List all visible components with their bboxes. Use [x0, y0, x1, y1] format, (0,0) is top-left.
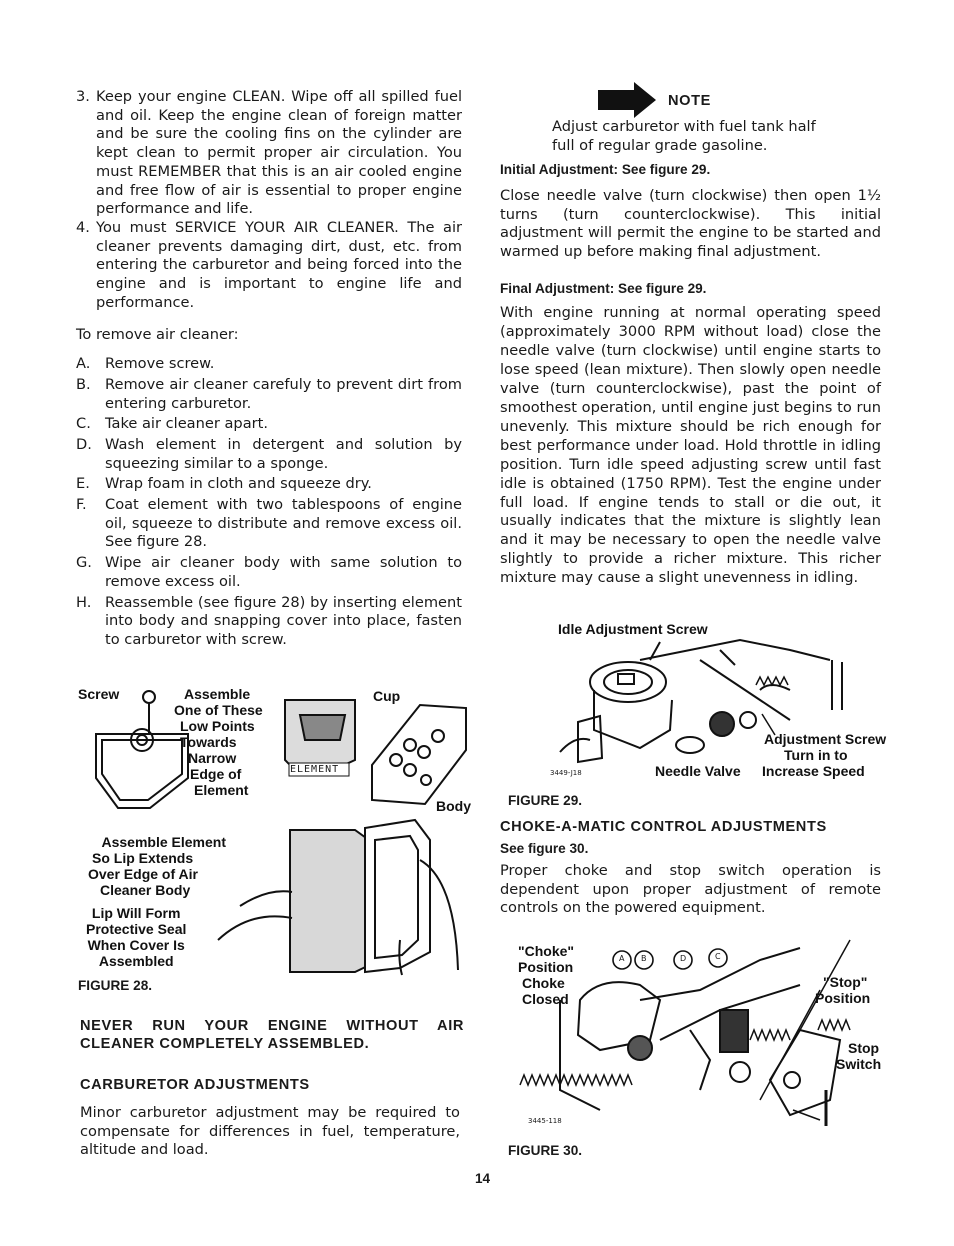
ae-line: Cleaner Body [100, 882, 191, 898]
choke-position-label [518, 943, 574, 1007]
choke-subheading: See figure 30. [500, 841, 589, 856]
carburetor-heading: CARBURETOR ADJUSTMENTS [80, 1077, 310, 1093]
ae-line: So Lip Extends [92, 850, 194, 866]
choke-letter-d: D [680, 954, 687, 963]
note-line: Adjust carburetor with fuel tank half [552, 118, 816, 135]
step-letter: H. [76, 593, 92, 611]
assemble-line: One of These [174, 702, 263, 718]
step-text: Remove screw. [105, 355, 215, 373]
choke-letter-c: C [715, 952, 721, 961]
step-letter: C. [76, 415, 91, 433]
list-number: 4. [76, 218, 90, 236]
ae-line: Assemble Element [101, 834, 226, 850]
choke-heading: CHOKE-A-MATIC CONTROL ADJUSTMENTS [500, 819, 827, 835]
step-text: Wrap foam in cloth and squeeze dry. [105, 475, 372, 493]
lip-line: Protective Seal [86, 921, 187, 937]
switch-line: Stop [848, 1040, 880, 1056]
note-line: full of regular grade gasoline. [552, 136, 768, 154]
figure-28-caption: FIGURE 28. [78, 978, 153, 993]
adj-line: Adjustment Screw [764, 731, 887, 747]
stop-line: "Stop" [823, 974, 868, 990]
step-text: Coat element with two tablespoons of engine oil, squeeze to distribute and remove excess oil. See figure 28. [105, 496, 462, 551]
switch-line: Switch [836, 1056, 882, 1072]
initial-adjustment-text: Close needle valve (turn clockwise) then open 1½ turns (turn counterclockwise). This initial adjustment will permit the engine to be started and warmed up before making final adjustment. [500, 187, 881, 261]
note-label: NOTE [668, 93, 711, 109]
stop-line: Position [815, 990, 871, 1006]
list-text: You must SERVICE YOUR AIR CLEANER. The air cleaner prevents damaging dirt, dust, etc. from entering the carburetor and being forced into the engine and is important to engine life and performance. [96, 218, 462, 311]
step-letter: E. [76, 475, 90, 493]
choke-letter-b: B [641, 954, 647, 963]
step-text: Take air cleaner apart. [105, 415, 269, 433]
figure-30-caption: FIGURE 30. [508, 1143, 583, 1158]
choke-text: Proper choke and stop switch operation is dependent upon proper adjustment of remote controls on the powered equipment. [500, 862, 881, 917]
step-text: Reassemble (see figure 28) by inserting element into body and snapping cover into place, fasten to carburetor with screw. [105, 593, 462, 648]
step-text: Wash element in detergent and solution by squeezing similar to a sponge. [105, 435, 462, 472]
choke-line: Closed [522, 991, 569, 1007]
screw-label: Screw [78, 686, 120, 702]
initial-adjustment-heading: Initial Adjustment: See figure 29. [500, 162, 711, 177]
lip-line: When Cover Is [87, 937, 185, 953]
assemble-line: Narrow [188, 750, 237, 766]
adj-line: Turn in to [784, 747, 848, 763]
figure-29-caption: FIGURE 29. [508, 793, 583, 808]
step-letter: B. [76, 375, 91, 393]
step-letter: G. [76, 554, 92, 572]
stop-switch-label [836, 1040, 881, 1072]
increase-speed-label: Increase Speed [762, 763, 865, 779]
step-letter: F. [76, 496, 87, 514]
lip-line: Lip Will Form [91, 905, 181, 921]
body-label: Body [436, 798, 471, 814]
choke-line: Position [518, 959, 574, 975]
assemble-line: Towards [180, 734, 237, 750]
needle-valve-label: Needle Valve [655, 763, 741, 779]
warning-line: NEVER RUN YOUR ENGINE WITHOUT AIR [80, 1018, 464, 1034]
warning-line: CLEANER COMPLETELY ASSEMBLED. [80, 1036, 370, 1052]
final-adjustment-text: With engine running at normal operating speed (approximately 3000 RPM without load) close the needle valve (turn clockwise) until engine starts to lose speed (lean mixture). Then slowly open needle valve (turn counterclockwise), past the point of smoothest operation, until engine just begins to run unevenly. This mixture should be rich enough for best performance under load. Hold throttle in idling position. Turn idle speed adjusting screw until fast idle is obtained (1750 RPM). Test the engine under full load. If engine tends to stall or die out, it usually indicates that the mixture is slightly lean and it may be necessary to open the needle valve slightly to provide a richer mixture. This richer mixture may cause a slight unevenness in idling. [500, 304, 881, 587]
assemble-line: Element [194, 782, 249, 798]
carburetor-text: Minor carburetor adjustment may be required to compensate for differences in fuel, temperature, altitude and load. [80, 1104, 460, 1159]
step-text: Remove air cleaner carefuly to prevent dirt from entering carburetor. [105, 375, 462, 412]
element-stamp: ELEMENT [290, 764, 340, 775]
assemble-line: Edge of [190, 766, 242, 782]
remove-intro: To remove air cleaner: [76, 326, 239, 344]
lip-line: Assembled [98, 953, 174, 969]
choke-letter-a: A [619, 954, 625, 963]
choke-line: "Choke" [518, 943, 575, 959]
assemble-line: Low Points [180, 718, 255, 734]
step-text: Wipe air cleaner body with same solution to remove excess oil. [105, 554, 462, 590]
assemble-line: Assemble [184, 686, 251, 702]
final-adjustment-heading: Final Adjustment: See figure 29. [500, 281, 707, 296]
step-letter: A. [76, 355, 91, 373]
list-number: 3. [76, 88, 90, 105]
step-letter: D. [76, 435, 92, 453]
figure-29-code: 3449-J18 [550, 769, 582, 777]
cup-label: Cup [373, 688, 401, 704]
figure-30-code: 3445-118 [528, 1117, 562, 1125]
page-number: 14 [475, 1171, 491, 1186]
list-text: Keep your engine CLEAN. Wipe off all spilled fuel and oil. Keep the engine clean of foreign matter and be sure the cooling fins on the cylinder are kept clean to permit proper air circulation. You must REMEMBER that this is an air cooled engine and free flow of air is essential to proper engine performance and life. [96, 88, 462, 218]
idle-adjustment-label: Idle Adjustment Screw [558, 621, 708, 637]
stop-position-label [815, 974, 870, 1006]
ae-line: Over Edge of Air [88, 866, 198, 882]
choke-line: Choke [522, 975, 565, 991]
